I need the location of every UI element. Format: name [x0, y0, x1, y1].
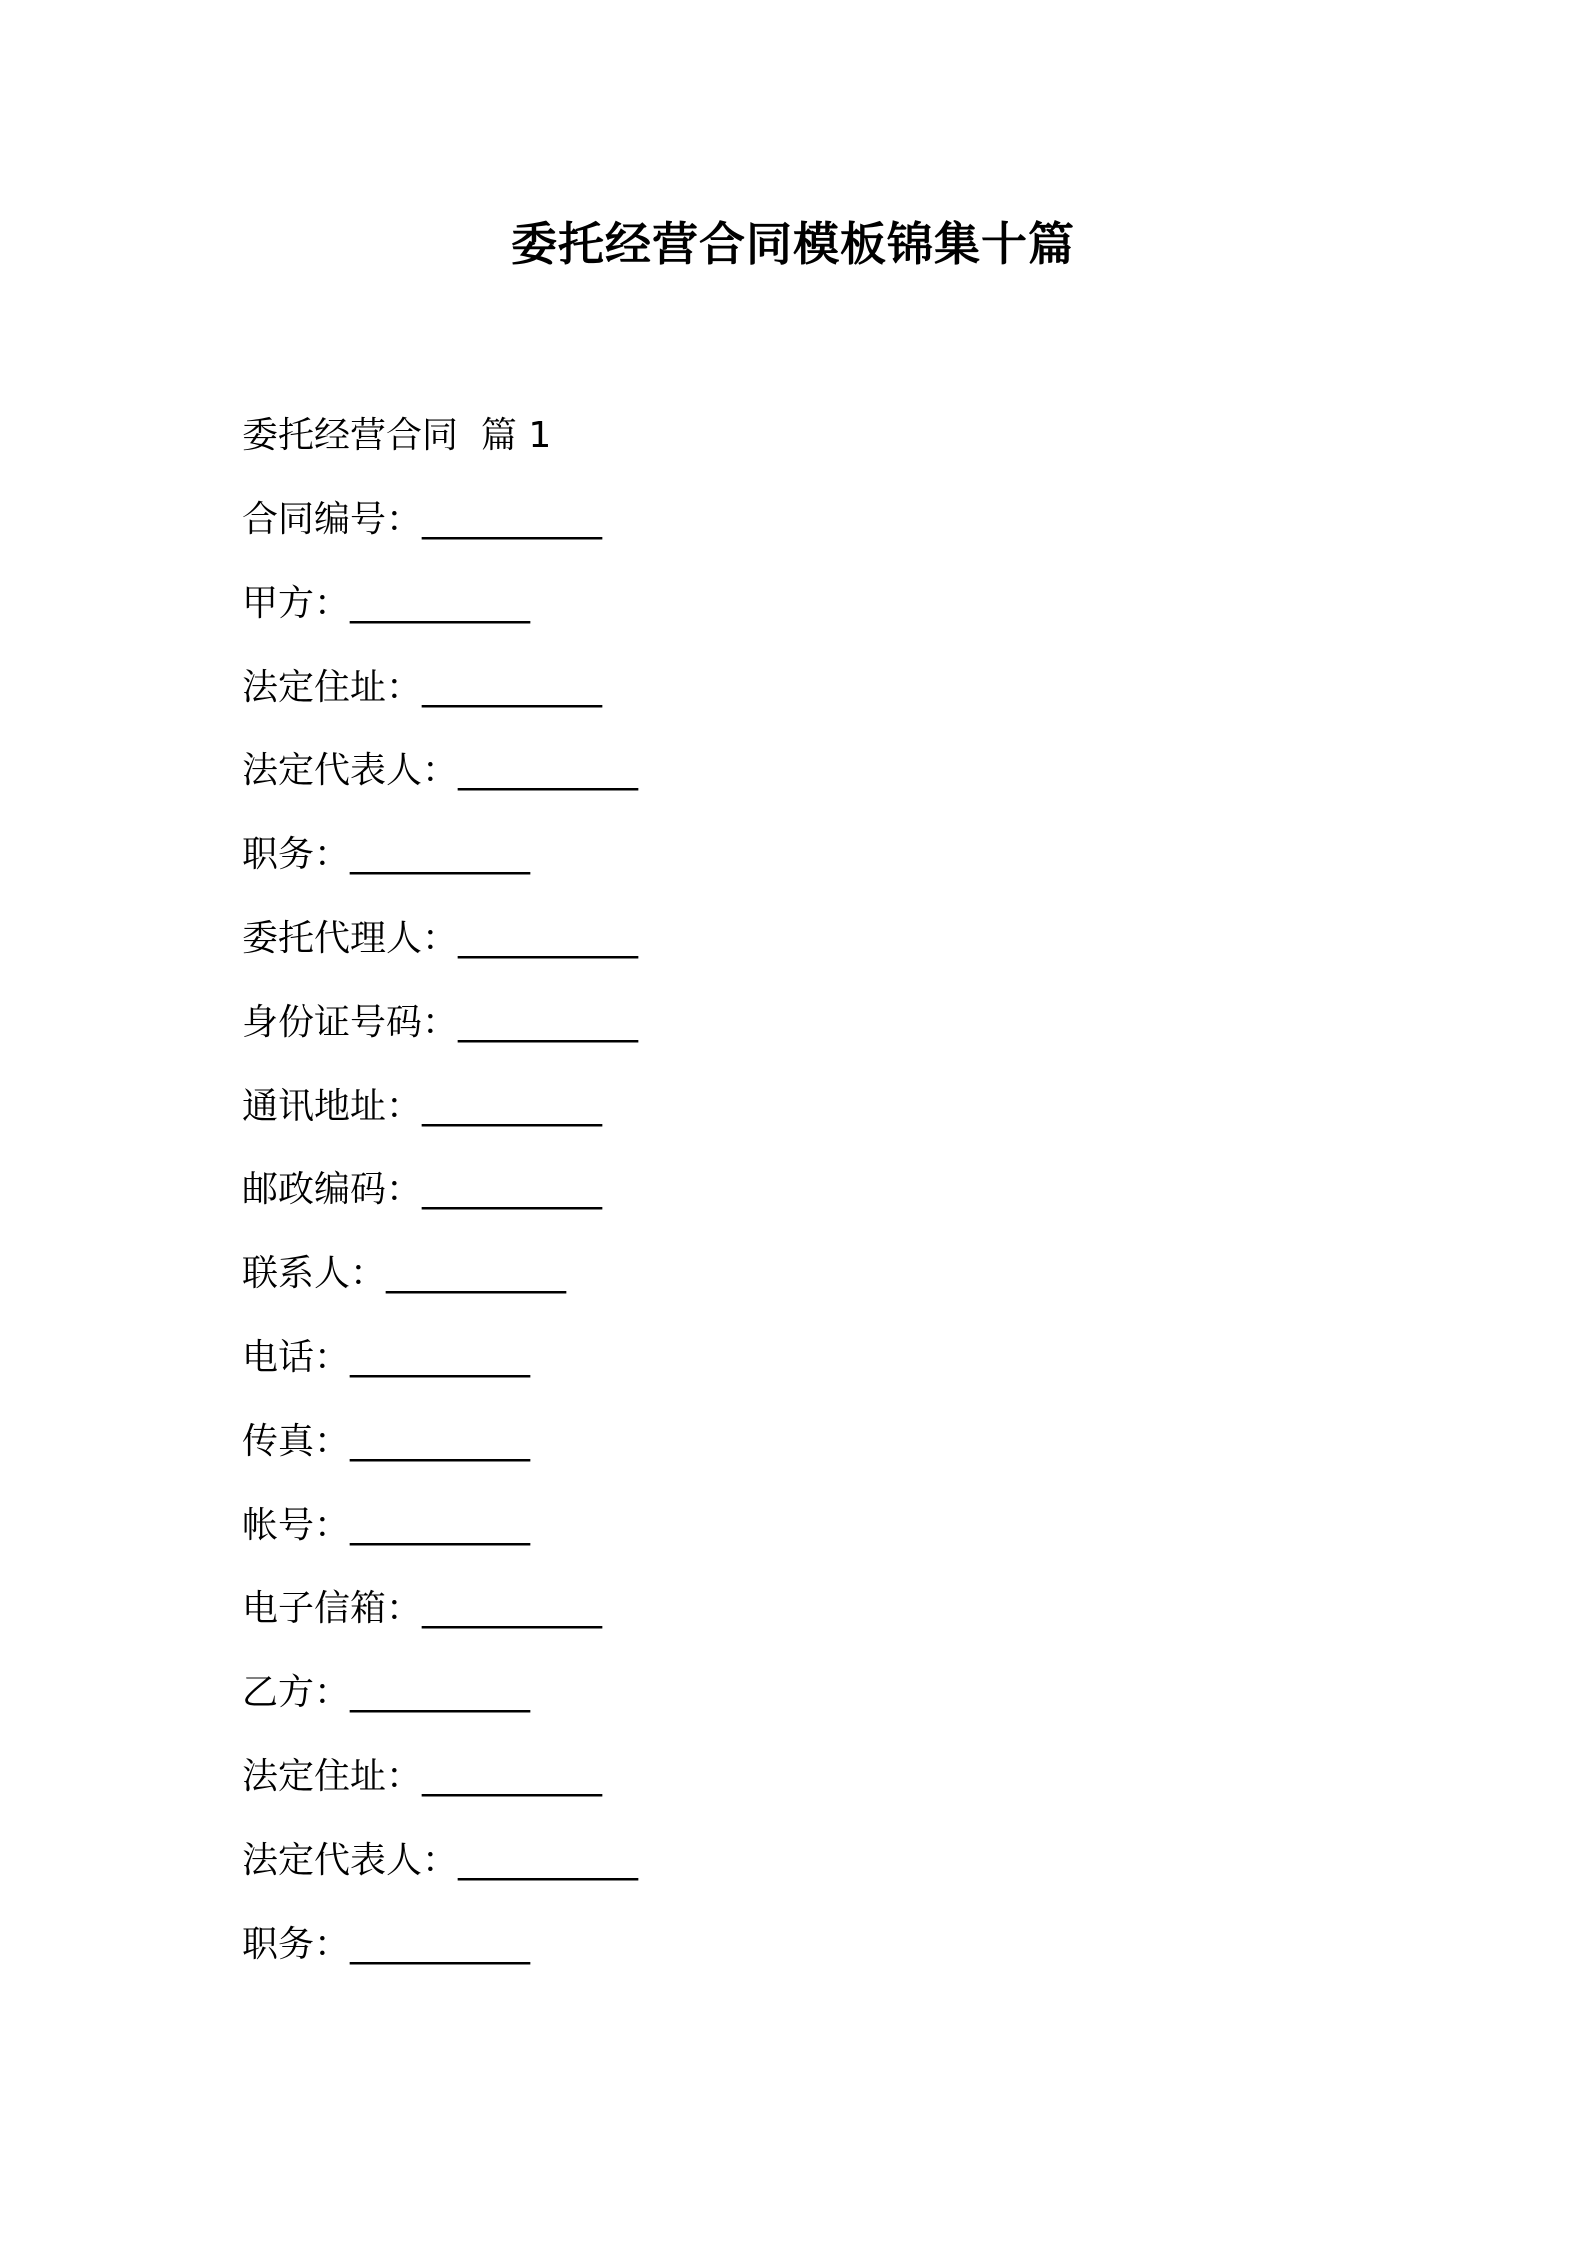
- field-mailing-address: 通讯地址：__________: [242, 1085, 603, 1127]
- field-phone: 电话：__________: [242, 1336, 531, 1378]
- field-party-b: 乙方：__________: [242, 1672, 531, 1714]
- contract-field-list: [242, 492, 638, 2000]
- field-contract-number: 合同编号：__________: [242, 499, 603, 540]
- field-party-b-legal-representative: 法定代表人：__________: [242, 1839, 639, 1881]
- field-postal-code: 邮政编码：__________: [242, 1169, 603, 1211]
- section-heading: 委托经营合同 篇 1: [242, 415, 552, 456]
- field-party-a: 甲方：__________: [242, 582, 531, 624]
- field-email: 电子信箱：__________: [242, 1588, 603, 1630]
- field-authorized-agent: 委托代理人：__________: [242, 917, 639, 959]
- field-party-b-address: 法定住址：__________: [242, 1755, 603, 1797]
- field-fax: 传真：__________: [242, 1420, 531, 1462]
- field-id-number: 身份证号码：__________: [242, 1001, 639, 1043]
- field-account-number: 帐号：__________: [242, 1504, 531, 1546]
- field-party-b-position: 职务：__________: [242, 1923, 531, 1965]
- field-party-a-position: 职务：__________: [242, 834, 531, 876]
- field-contact-person: 联系人：__________: [242, 1253, 567, 1295]
- field-party-a-address: 法定住址：__________: [242, 666, 603, 708]
- document-title: 委托经营合同模板锦集十篇: [511, 217, 1075, 271]
- field-party-a-legal-representative: 法定代表人：__________: [242, 750, 639, 792]
